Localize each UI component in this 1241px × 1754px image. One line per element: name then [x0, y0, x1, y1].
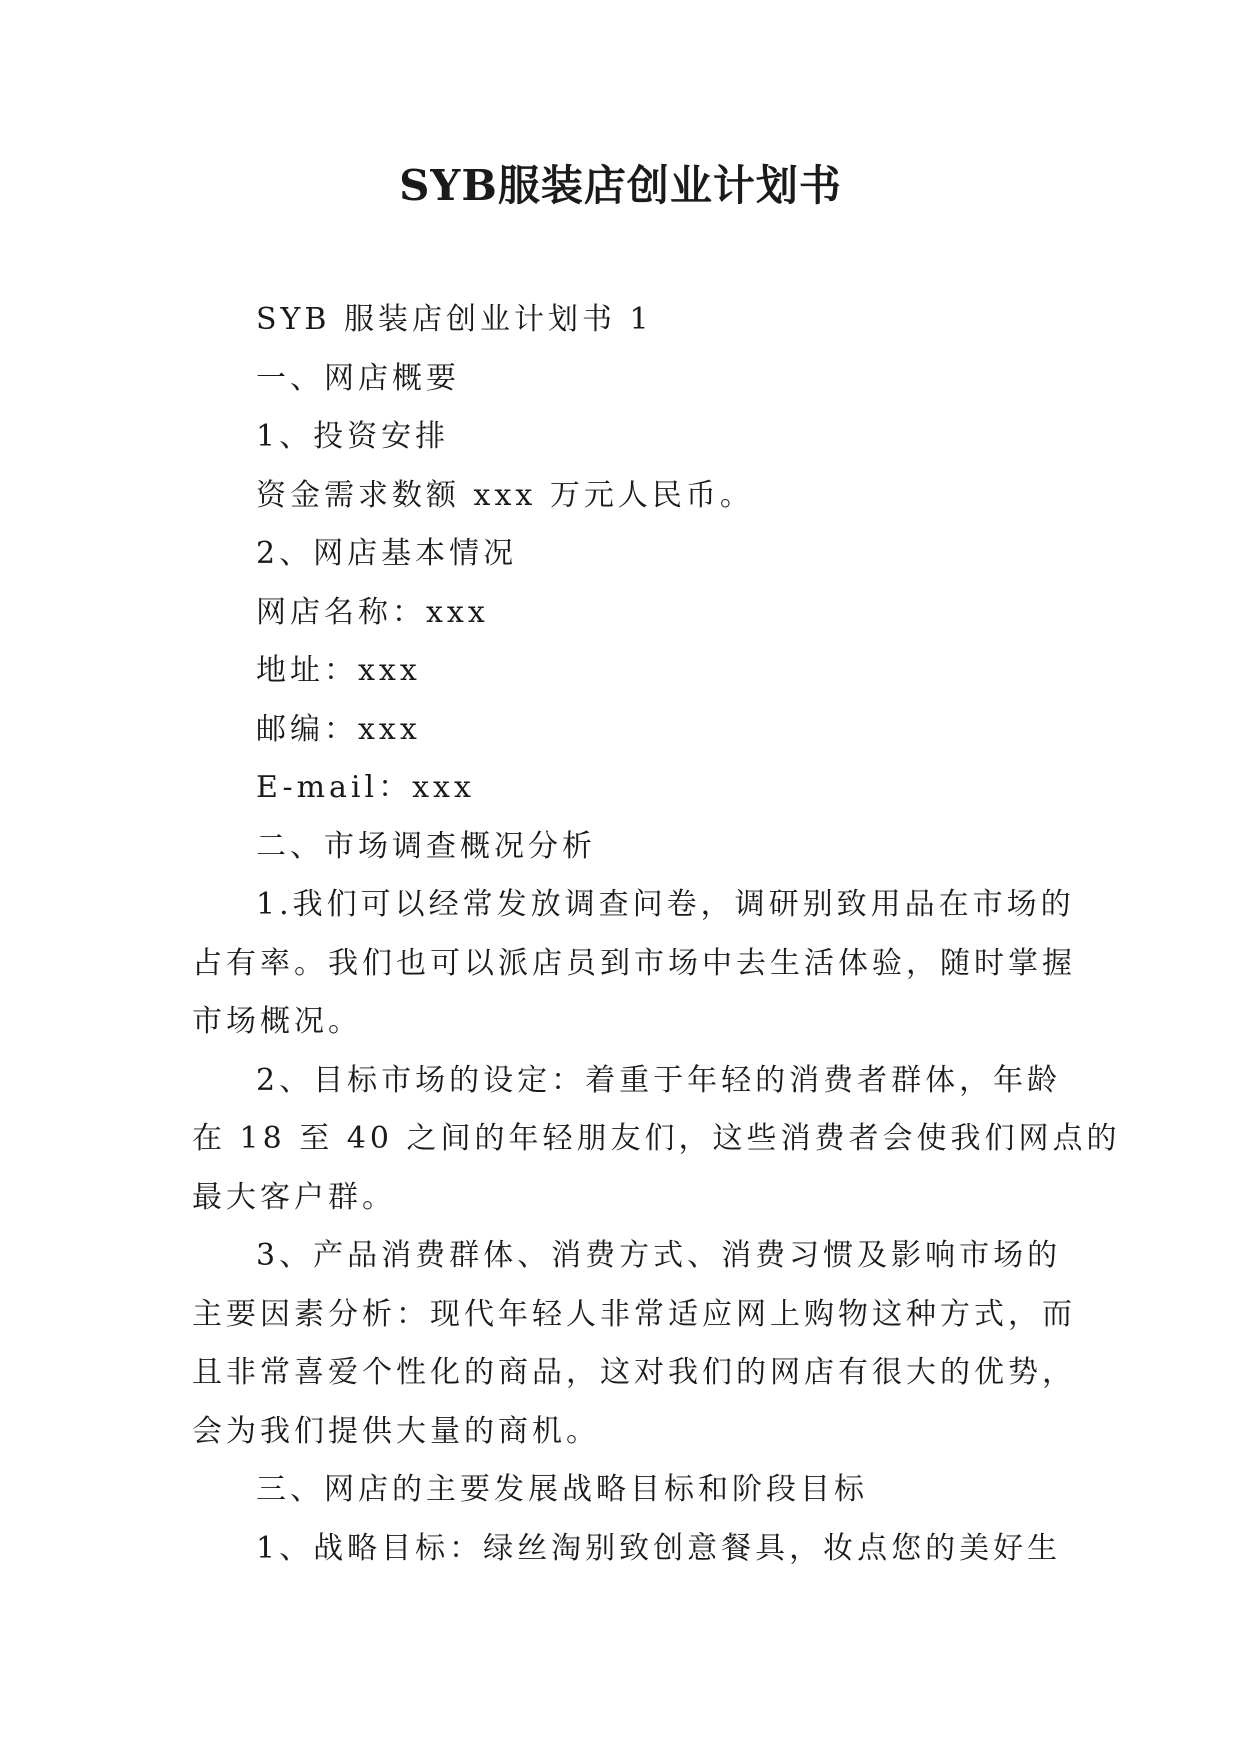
text-line: 最大客户群。 [192, 1179, 396, 1215]
text-line: 1.我们可以经常发放调查问卷，调研别致用品在市场的 [256, 887, 1075, 922]
text-line: 网店名称：xxx [256, 594, 489, 630]
text-line: 1、投资安排 [256, 419, 450, 454]
text-line: 地址：xxx [256, 653, 421, 688]
text-line: 资金需求数额 xxx 万元人民币。 [256, 477, 754, 513]
text-line: 市场概况。 [192, 1004, 362, 1039]
text-line: 2、网店基本情况 [256, 536, 518, 571]
text-line: 3、产品消费群体、消费方式、消费习惯及影响市场的 [256, 1238, 1062, 1273]
text-line: 一、网店概要 [256, 360, 460, 396]
document-title: SYB服装店创业计划书 [399, 161, 842, 210]
text-line: 占有率。我们也可以派店员到市场中去生活体验，随时掌握 [192, 945, 1076, 981]
text-line: 在 18 至 40 之间的年轻朋友们，这些消费者会使我们网点的 [192, 1121, 1121, 1156]
text-line: SYB 服装店创业计划书 1 [256, 302, 653, 337]
text-line: 邮编：xxx [256, 711, 421, 747]
text-line: 且非常喜爱个性化的商品，这对我们的网店有很大的优势， [192, 1355, 1076, 1390]
text-line: 会为我们提供大量的商机。 [192, 1413, 600, 1449]
document-body [192, 291, 1121, 1578]
text-line: E-mail：xxx [256, 770, 475, 805]
text-line: 主要因素分析：现代年轻人非常适应网上购物这种方式，而 [192, 1296, 1076, 1332]
text-line: 1、战略目标：绿丝淘别致创意餐具，妆点您的美好生 [256, 1530, 1062, 1566]
text-line: 二、市场调查概况分析 [256, 828, 596, 864]
text-line: 三、网店的主要发展战略目标和阶段目标 [256, 1472, 868, 1507]
text-line: 2、目标市场的设定：着重于年轻的消费者群体，年龄 [256, 1062, 1062, 1098]
